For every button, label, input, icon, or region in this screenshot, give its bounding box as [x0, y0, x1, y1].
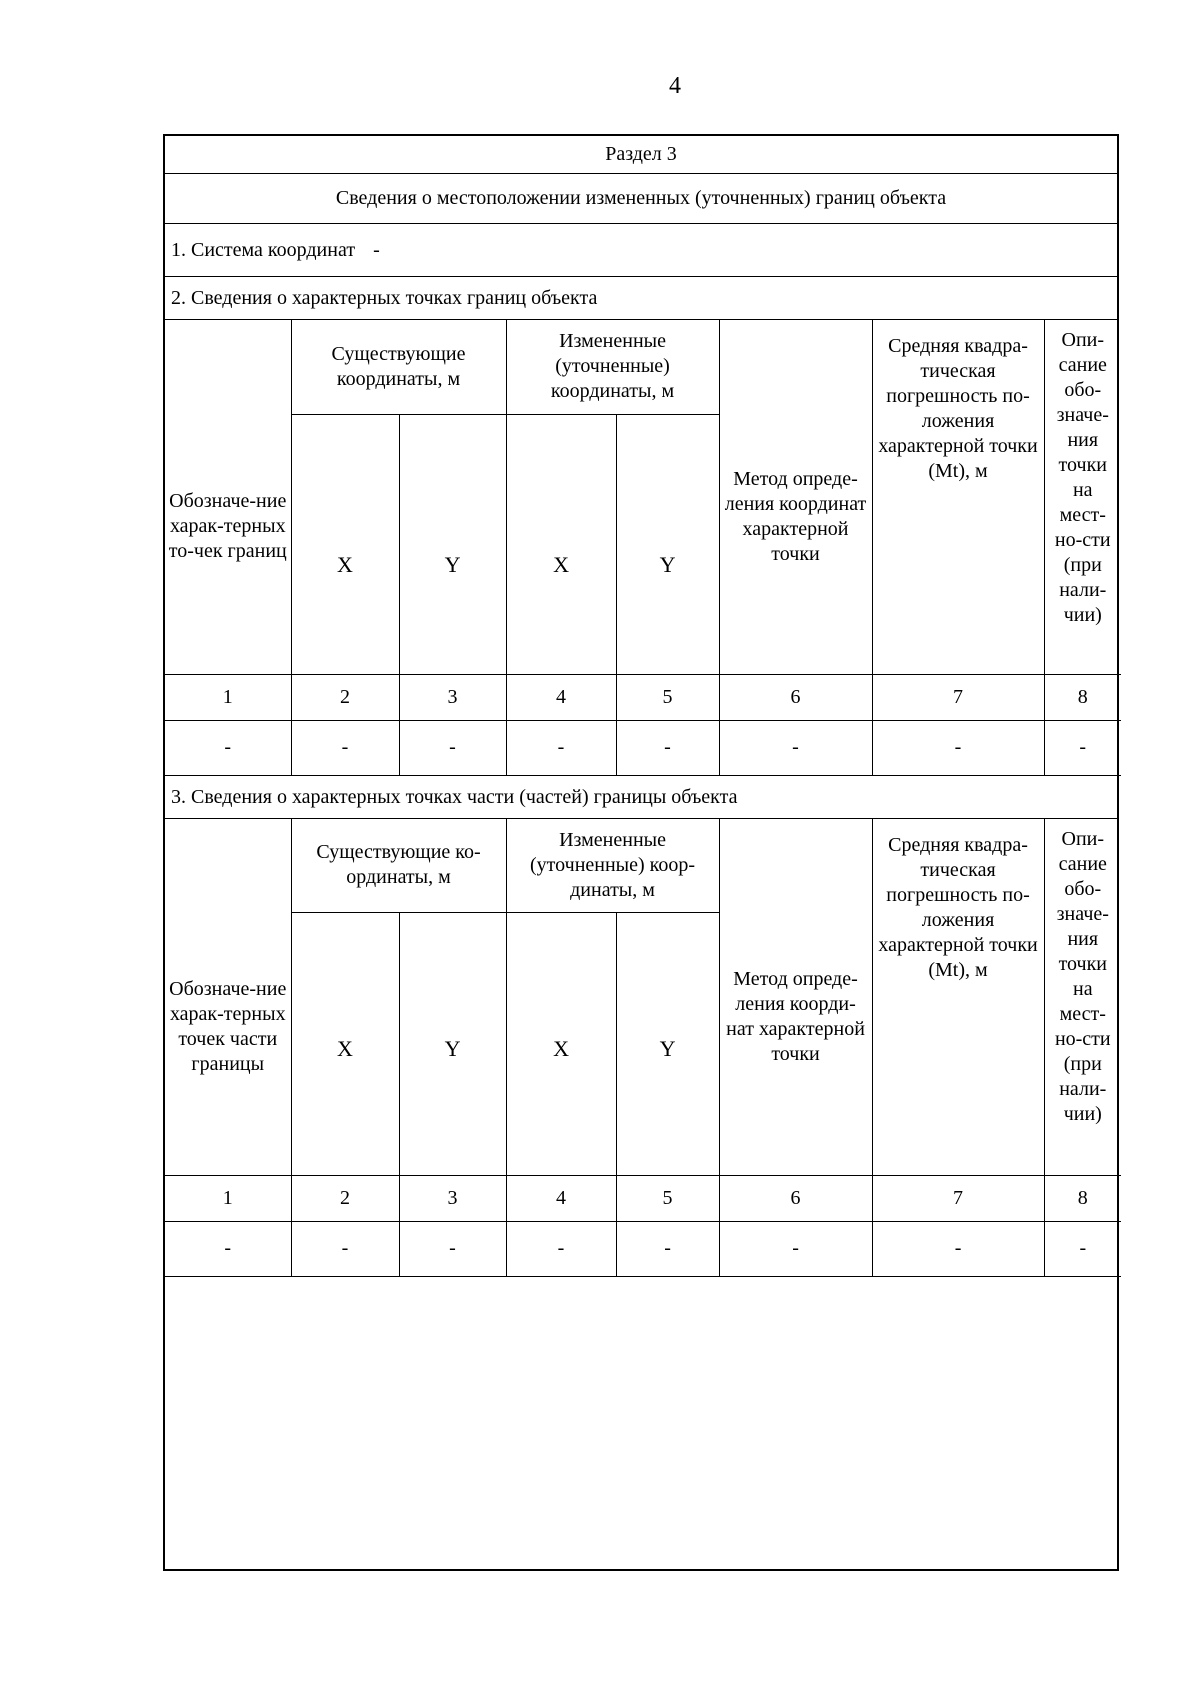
table-cell: -	[399, 720, 506, 775]
table-cell: -	[165, 1221, 291, 1276]
header-changed-coords: Измененные (уточненные) координаты, м	[506, 320, 719, 414]
table-cell: -	[291, 720, 399, 775]
header-method: Метод опреде-ления координат характерной точки	[719, 320, 872, 674]
header-description: Опи-сание обо-значе-ния точки на мест-но-сти (при нали-чии)	[1044, 819, 1121, 1175]
column-number: 7	[872, 674, 1044, 720]
column-number: 2	[291, 674, 399, 720]
table-row	[165, 720, 1121, 775]
header-x-changed: X	[506, 414, 616, 674]
column-numbers-row	[165, 674, 1121, 720]
column-number: 2	[291, 1175, 399, 1221]
section-title-text: Раздел 3	[605, 143, 677, 165]
table-cell: -	[506, 1221, 616, 1276]
coord-system-label: 1. Система координат	[171, 238, 356, 261]
table-cell: -	[872, 720, 1044, 775]
section-title	[165, 136, 1117, 174]
empty-area	[165, 1278, 1117, 1571]
coord-system-value: -	[373, 238, 380, 261]
header-mean-error: Средняя квадра-тическая погрешность по-ложения характерной точки (Mt), м	[872, 819, 1044, 1175]
header-y-changed: Y	[616, 414, 719, 674]
header-y-existing: Y	[399, 414, 506, 674]
table2-caption-text: 3. Сведения о характерных точках части (частей) границы объекта	[171, 785, 738, 808]
table1-caption-text: 2. Сведения о характерных точках границ объекта	[171, 286, 598, 309]
header-changed-coords: Измененные (уточненные) коор-динаты, м	[506, 819, 719, 912]
header-existing-coords: Существующие ко-ординаты, м	[291, 819, 506, 912]
header-y-existing: Y	[399, 912, 506, 1175]
table-row	[165, 1221, 1121, 1276]
table-cell: -	[616, 1221, 719, 1276]
header-mean-error: Средняя квадра-тическая погрешность по-ложения характерной точки (Mt), м	[872, 320, 1044, 674]
table-cell: -	[719, 1221, 872, 1276]
column-number: 8	[1044, 1175, 1121, 1221]
column-number: 3	[399, 674, 506, 720]
header-designation: Обозначе-ние харак-терных то-чек границ	[165, 320, 291, 674]
column-number: 4	[506, 1175, 616, 1221]
header-y-changed: Y	[616, 912, 719, 1175]
points-table	[165, 320, 1121, 776]
column-number: 7	[872, 1175, 1044, 1221]
table-cell: -	[399, 1221, 506, 1276]
section-frame	[163, 134, 1119, 1571]
column-number: 6	[719, 674, 872, 720]
section-subtitle-text: Сведения о местоположении измененных (уточненных) границ объекта	[335, 187, 947, 209]
table-cell: -	[291, 1221, 399, 1276]
table-cell: -	[872, 1221, 1044, 1276]
table-cell: -	[616, 720, 719, 775]
table-cell: -	[719, 720, 872, 775]
header-x-existing: X	[291, 912, 399, 1175]
column-number: 3	[399, 1175, 506, 1221]
header-existing-coords: Существующие координаты, м	[291, 320, 506, 414]
table1-caption	[165, 277, 1117, 320]
coord-system-row	[165, 224, 1117, 277]
column-number: 4	[506, 674, 616, 720]
table-cell: -	[506, 720, 616, 775]
header-x-changed: X	[506, 912, 616, 1175]
table-cell: -	[1044, 720, 1121, 775]
section-subtitle	[165, 174, 1117, 224]
header-x-existing: X	[291, 414, 399, 674]
column-number: 8	[1044, 674, 1121, 720]
table-cell: -	[165, 720, 291, 775]
column-number: 1	[165, 1175, 291, 1221]
header-method: Метод опреде-ления коорди-нат характерной точки	[719, 819, 872, 1175]
page-number: 4	[669, 73, 681, 99]
part-points-table	[165, 819, 1121, 1277]
column-number: 6	[719, 1175, 872, 1221]
header-description: Опи-сание обо-значе-ния точки на мест-но-сти (при нали-чии)	[1044, 320, 1121, 674]
column-number: 5	[616, 674, 719, 720]
column-number: 5	[616, 1175, 719, 1221]
header-designation: Обозначе-ние харак-терных точек части границы	[165, 819, 291, 1175]
table2-caption	[165, 775, 1117, 819]
table-cell: -	[1044, 1221, 1121, 1276]
column-number: 1	[165, 674, 291, 720]
column-numbers-row	[165, 1175, 1121, 1221]
